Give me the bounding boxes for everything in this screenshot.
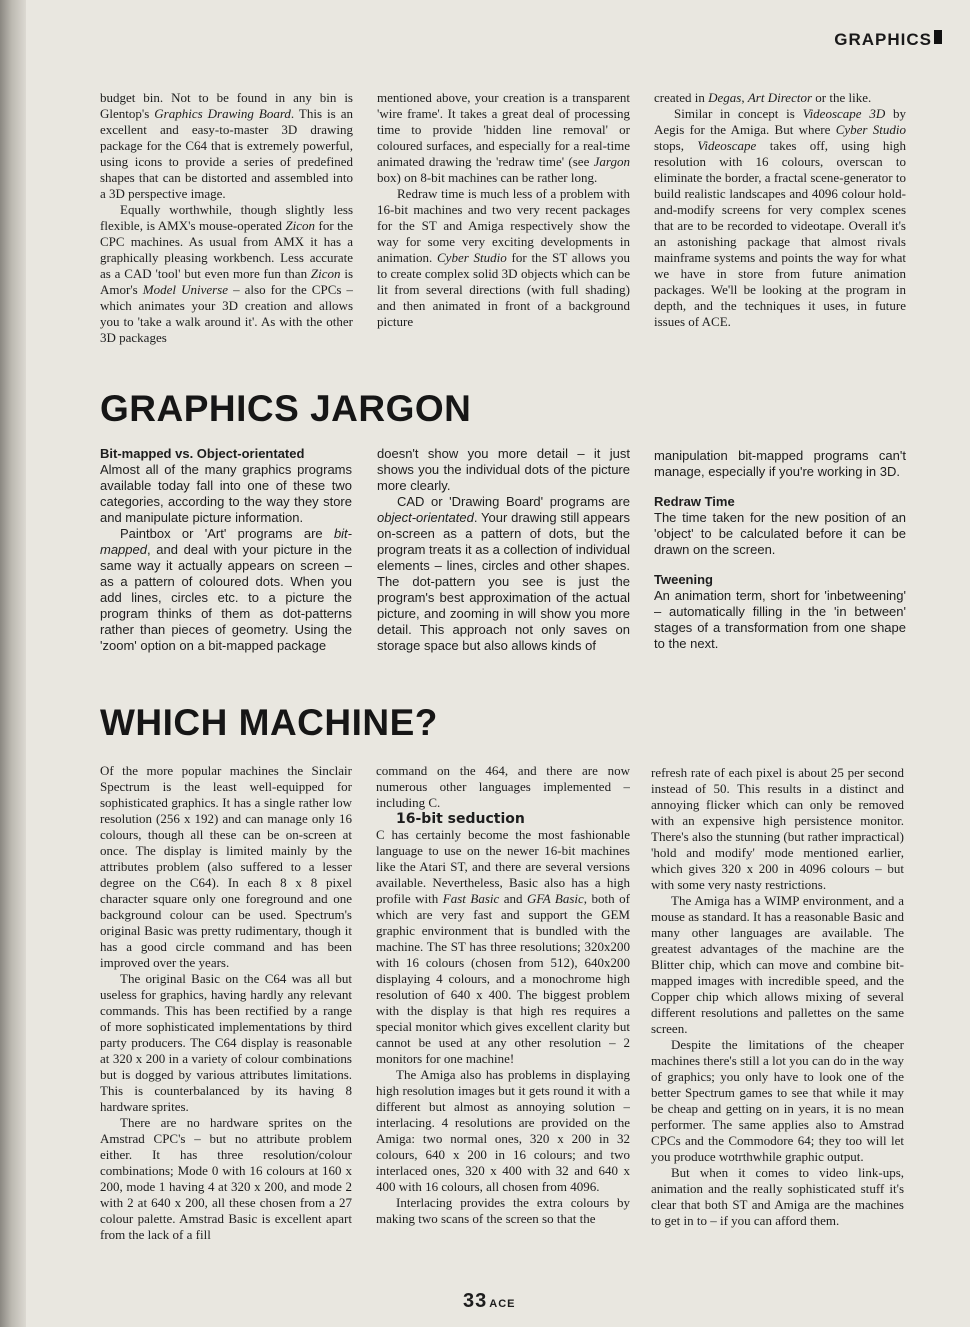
- paragraph: C has certainly become the most fashionable language to use on the newer 16-bit machines like the Atari ST, and there are several versions available. Nevertheless, Basic also has a high profile with Fast Basic and GFA Basic, both of which are very fast and support the GEM graphic environment that is bundled with the machine. The ST has three resolutions; 320x200 with 16 colours (chosen from 512), 640x200 displaying 4 colours, and a monochrome high resolution of 640 x 400. The biggest problem with the display is that high res requires a special monitor which gives excellent clarity but cannot be used at any other resolution – 2 monitors for one machine!: [376, 827, 630, 1066]
- subheading: 16-bit seduction: [396, 811, 525, 827]
- section-label: GRAPHICS: [834, 30, 932, 49]
- paragraph: manipulation bit-mapped programs can't manage, especially if you're working in 3D.: [654, 448, 906, 479]
- paragraph: budget bin. Not to be found in any bin is Glentop's Graphics Drawing Board. This is an excellent and easy-to-master 3D drawing package for the C64 that is extremely powerful, using icons to provide a series of predefined shapes that can be distorted and assembled into a 3D perspective image.: [100, 90, 353, 201]
- jargon-col1: [100, 446, 352, 658]
- paragraph: But when it comes to video link-ups, animation and the really sophisticated stuff it's clear that both ST and Amiga are the machines to get in to – if you can afford them.: [651, 1165, 904, 1228]
- paragraph: created in Degas, Art Director or the like.: [654, 90, 872, 105]
- paragraph: Redraw time is much less of a problem with 16-bit machines and two very recent packages for the ST and Amiga respectively show the way for some very exciting developments in animation. Cyber Studio for the ST allows you to create complex solid 3D objects which can be lit from several directions (with full shading) and then animated in front of a background picture: [377, 186, 630, 329]
- paragraph: Almost all of the many graphics programs available today fall into one of these two categories, according to the way they store and manipulate picture information.: [100, 462, 352, 525]
- jargon-heading: Redraw Time: [654, 494, 735, 509]
- article-top-col1: [100, 90, 353, 354]
- paragraph: Equally worthwhile, though slightly less flexible, is AMX's mouse-operated Zicon for the CPC machines. As usual from AMX it has a graphically pleasing workbench. Less accurate as a CAD 'tool' but even more fun than Zicon is Amor's Model Universe – also for the CPCs – which animates your 3D creation and allows you to 'take a walk around it'. As with the other 3D packages: [100, 202, 353, 345]
- page-number: [463, 1290, 515, 1313]
- jargon-title: GRAPHICS JARGON: [100, 388, 472, 429]
- paragraph: The original Basic on the C64 was all but useless for graphics, having hardly any relevant commands. This has been rectified by a range of more sophisticated implementations by third party producers. The C64 display is reasonable at 320 x 200 in a variety of colour combinations but is dogged by various attributes limitations. This is counterbalanced by its having 8 hardware sprites.: [100, 971, 352, 1114]
- corner-mark-icon: [934, 30, 942, 44]
- paragraph: The Amiga has a WIMP environment, and a mouse as standard. It has a reasonable Basic and many other languages are available. The greatest advantages of the machine are the Blitter chip, which can move and combine bit-mapped images with incredible speed, and the Copper chip which allows mixing of several different resolutions and pallettes on the same screen.: [651, 893, 904, 1036]
- machine-col3: [651, 765, 904, 1279]
- jargon-col3: [654, 448, 906, 660]
- page-number-value: 33: [463, 1290, 488, 1312]
- paragraph: CAD or 'Drawing Board' programs are object-orientated. Your drawing still appears on-screen as a pattern of dots, but the program treats it as a collection of individual elements – lines, circles and other shapes. The dot-pattern you see is just the program's best approximation of the actual picture, and zooming in will show you more detail. This approach not only saves on storage space but also allows kinds of: [377, 494, 630, 653]
- paragraph: mentioned above, your creation is a transparent 'wire frame'. It takes a great deal of processing time to provide 'hidden line removal' or coloured surfaces, and especially for a real-time animated drawing the 'redraw time' (see Jargon box) on 8-bit machines can be rather long.: [377, 90, 630, 185]
- paragraph: doesn't show you more detail – it just shows you the individual dots of the picture more clearly.: [377, 446, 630, 493]
- paragraph: Of the more popular machines the Sinclair Spectrum is the least well-equipped for sophisticated graphics. It has a single rather low resolution (256 x 192) and can manage only 16 colours, though all these can be on-screen at once. The display is limited mainly by the attributes problem (also suffered to a lesser degree on the C64). In each 8 x 8 pixel character square only one foreground and one background colour can be used. Spectrum's original Basic was pretty rudimentary, though it has a good circle command and has been improved over the years.: [100, 763, 352, 970]
- article-top-col2: [377, 90, 630, 354]
- magazine-logo: ACE: [489, 1298, 516, 1310]
- paragraph: An animation term, short for 'inbetweening' – automatically filling in the 'in between' stages of a transformation from one shape to the next.: [654, 588, 906, 651]
- paragraph: Despite the limitations of the cheaper machines there's still a lot you can do in the way of graphics; you only have to look one of the better Spectrum games to see that while it may be cheap and getting on in years, it is no mean performer. The same applies also to Amstrad CPCs and the Commodore 64; they too will let you produce wotrthwhile graphic output.: [651, 1037, 904, 1164]
- paragraph: Paintbox or 'Art' programs are bit-mapped, and deal with your picture in the same way it actually appears on screen – as a pattern of coloured dots. When you add lines, circles etc. to a picture the program thinks of them as dot-patterns rather than pieces of geometry. Using the 'zoom' option on a bit-mapped package: [100, 526, 352, 653]
- paragraph: The time taken for the new position of an 'object' to be calculated before it can be drawn on the screen.: [654, 510, 906, 557]
- machine-col2: [376, 763, 630, 1277]
- jargon-heading: Bit-mapped vs. Object-orientated: [100, 446, 305, 461]
- paragraph: Similar in concept is Videoscape 3D by Aegis for the Amiga. But where Cyber Studio stops, Videoscape takes off, using high resolution with 16 colours, overscan to eliminate the border, a fractal scene-generator to build realistic landscapes and 4096 colour hold-and-modify screens for very complex scenes that are to be recorded to videotape. Overall it's an astonishing package that almost rivals mainframe systems and points the way for what we have in store from future animation packages. We'll be looking at the program in depth, and the techniques it uses, in future issues of ACE.: [654, 106, 906, 329]
- paragraph: refresh rate of each pixel is about 25 per second instead of 50. This results in a distinct and annoying flicker which can only be removed with an expensive high persistence monitor. There's also the stunning (but rather impractical) 'hold and modify' mode mentioned earlier, which gives 320 x 200 in 4096 colours – but with some very nasty restrictions.: [651, 765, 904, 892]
- machine-col1: [100, 763, 352, 1277]
- machine-title: WHICH MACHINE?: [100, 702, 438, 743]
- paragraph: There are no hardware sprites on the Amstrad CPC's – but no attribute problem either. It has three resolution/colour combinations; Mode 0 with 16 colours at 160 x 200, mode 1 having 4 at 320 x 200, and mode 2 with 2 at 640 x 200, all these chosen from a 27 colour palette. Amstrad Basic is excellent apart from the lack of a fill: [100, 1115, 352, 1242]
- jargon-heading: Tweening: [654, 572, 713, 587]
- paragraph: Interlacing provides the extra colours by making two scans of the screen so that the: [376, 1195, 630, 1226]
- paragraph: command on the 464, and there are now numerous other languages implemented – including C.: [376, 763, 630, 810]
- jargon-col2: [377, 446, 630, 658]
- binding-shadow: [0, 0, 26, 1327]
- article-top-col3: [654, 90, 906, 354]
- paragraph: The Amiga also has problems in displaying high resolution images but it gets round it with a different but almost as annoying solution – interlacing. 4 resolutions are provided on the Amiga: two normal ones, 320 x 200 in 32 colours, 640 x 200 in 16 colours; and two interlaced ones, 320 x 400 with 32 and 640 x 400 with 16 colours, all chosen from 4096.: [376, 1067, 630, 1194]
- section-header: [834, 30, 942, 50]
